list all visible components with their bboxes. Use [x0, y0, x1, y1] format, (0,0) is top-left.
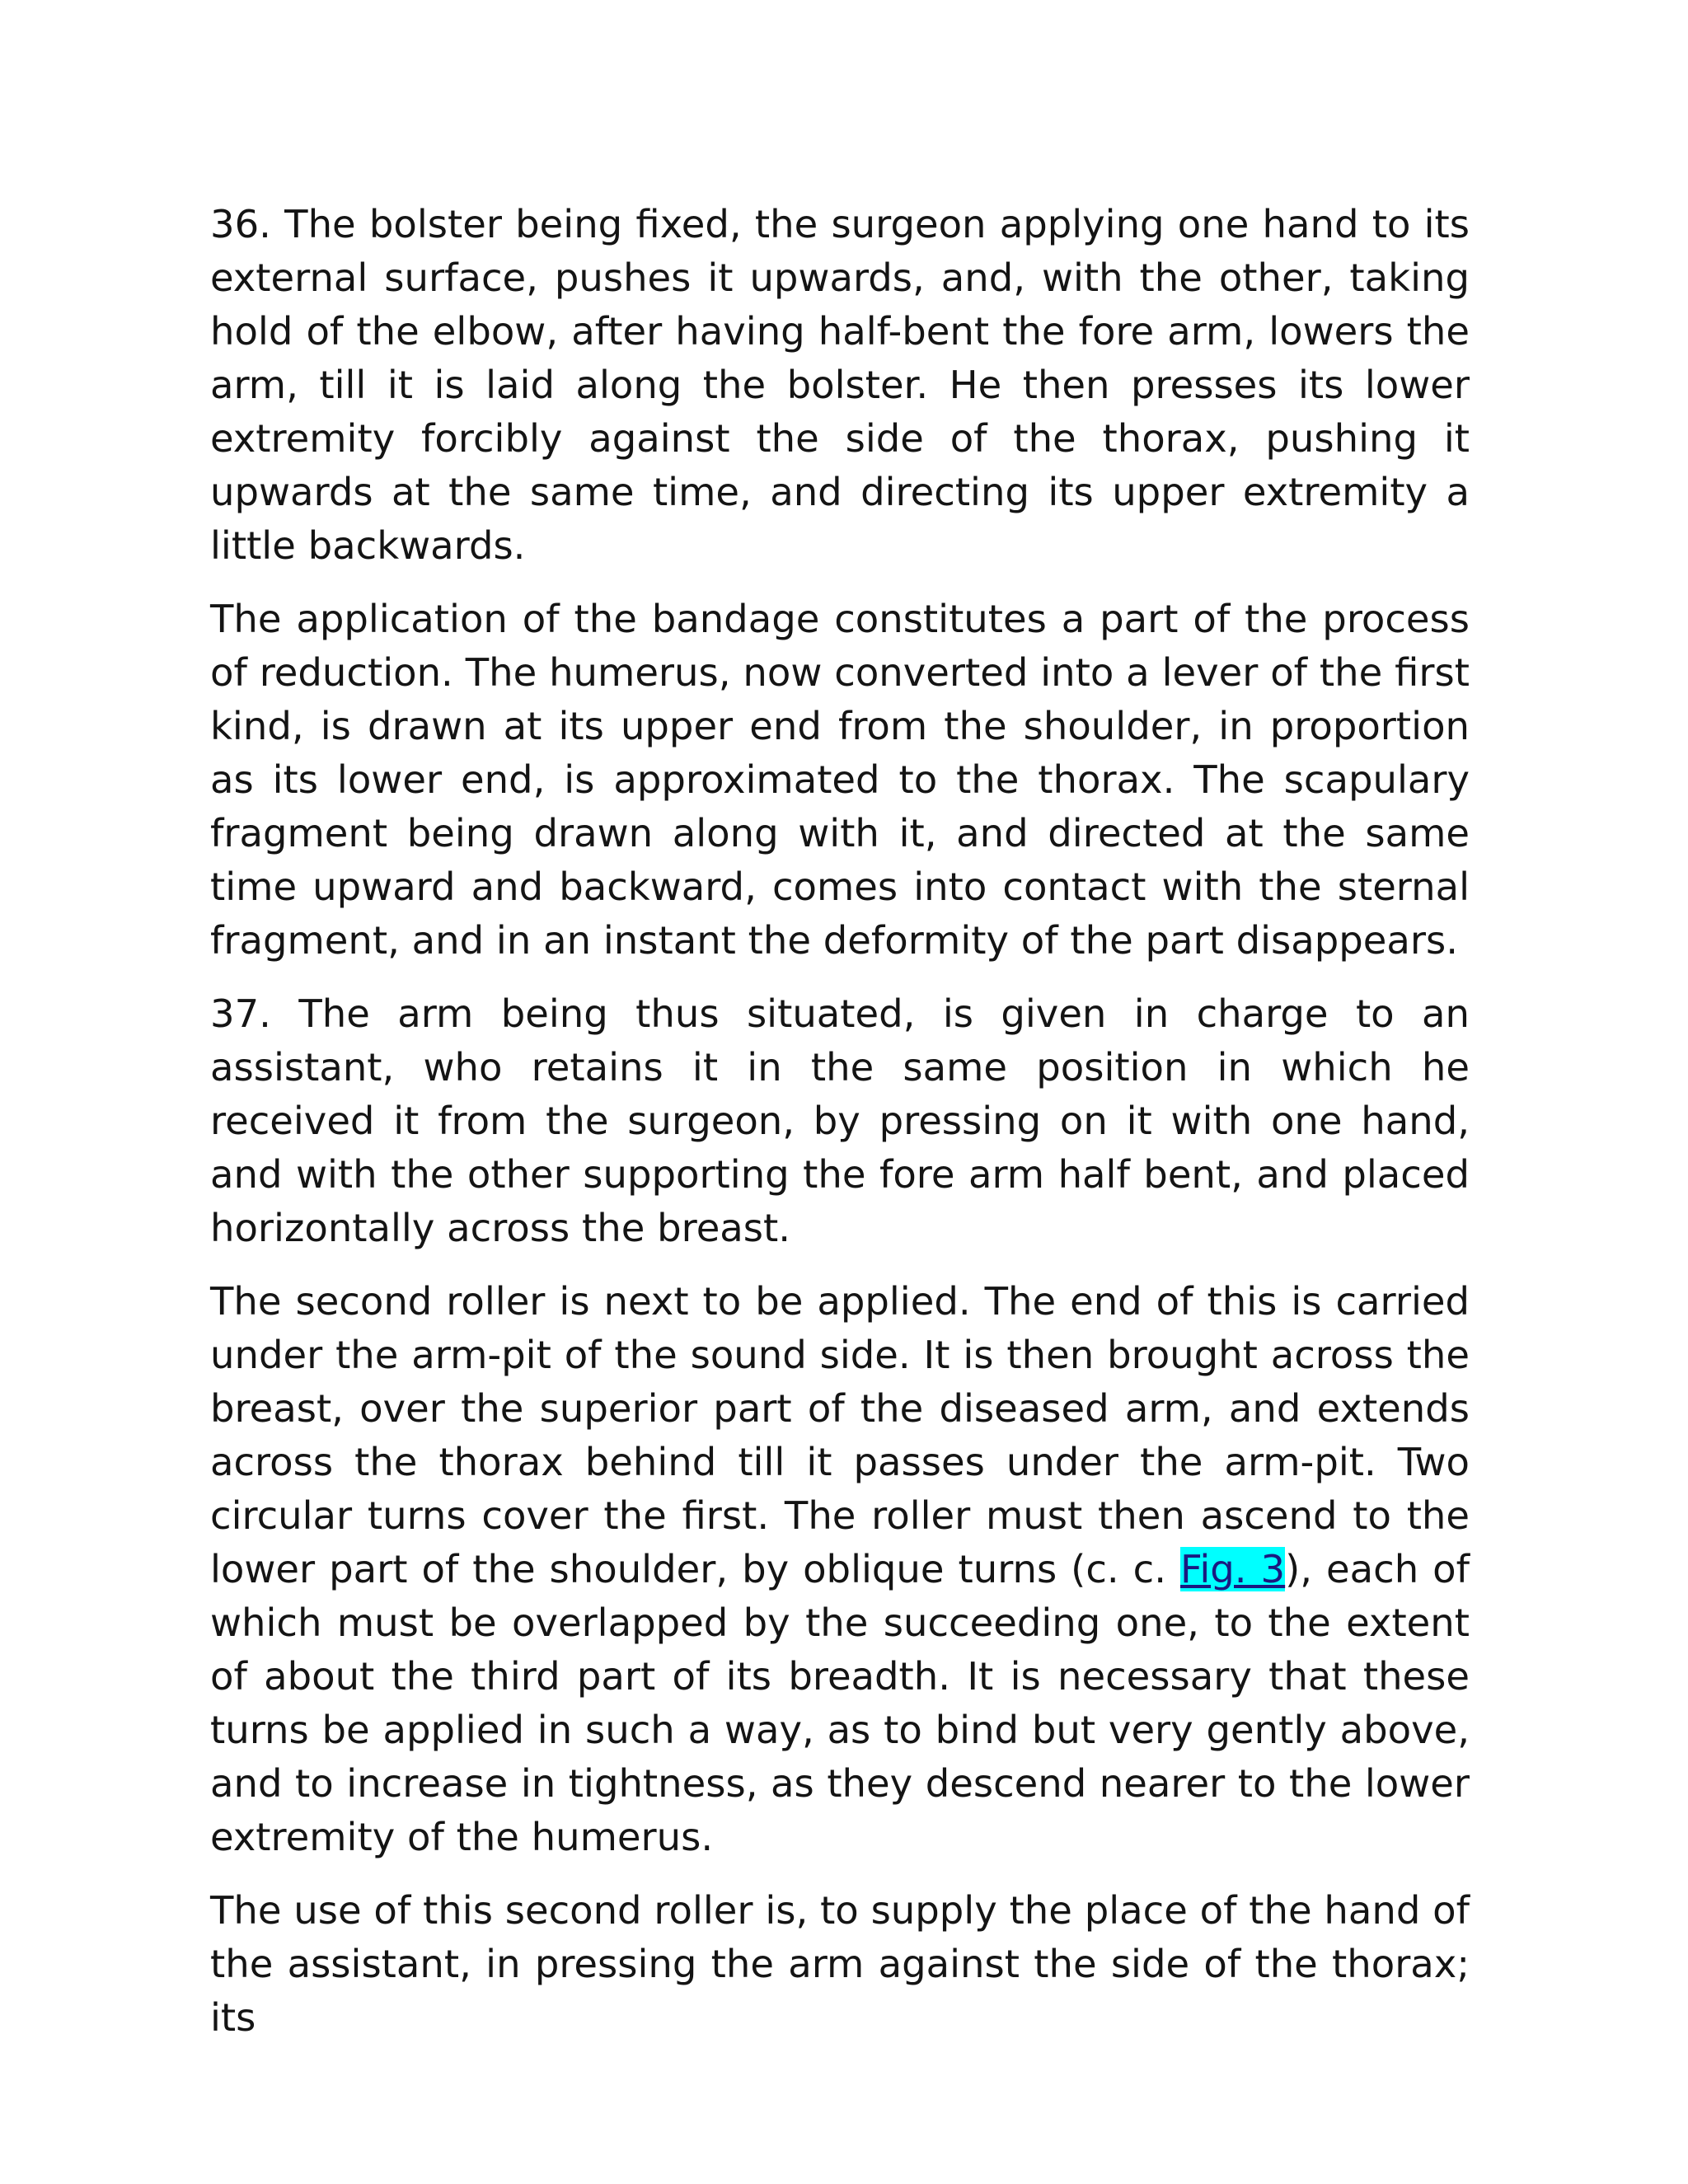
paragraph-36: 36. The bolster being fixed, the surgeon applying one hand to its external surface, pushes it upwards, and, with the other, taking hold of the elbow, after having half-bent the fore arm, lowers the arm, till it is laid along the bolster. He then presses its lower extremity forcibly against the side of the thorax, pushing it upwards at the same time, and directing its upper extremity a little backwards.	[210, 202, 1470, 568]
paragraph-text-before-link: The second roller is next to be applied. The end of this is carried under the arm-pit of the sound side. It is then brought across the breast, over the superior part of the diseased arm, and extends across the thorax behind till it passes under the arm-pit. Two circular turns cover the first. The roller must then ascend to the lower part of the shoulder, by oblique turns (c. c.	[210, 1279, 1470, 1591]
paragraph-37: 37. The arm being thus situated, is given in charge to an assistant, who retains it in the same position in which he received it from the surgeon, by pressing on it with one hand, and with the other supporting the fore arm half bent, and placed horizontally across the breast.	[210, 991, 1470, 1250]
figure-3-link[interactable]: Fig. 3	[1179, 1547, 1286, 1591]
paragraph-text-after-link: ), each of which must be overlapped by the succeeding one, to the extent of about the third part of its breadth. It is necessary that these turns be applied in such a way, as to bind but very gently above, and to increase in tightness, as they descend nearer to the lower extremity of the humerus.	[210, 1547, 1470, 1859]
paragraph-second-roller	[210, 1275, 1470, 1864]
document-page	[210, 198, 1470, 2064]
paragraph-roller-use: The use of this second roller is, to supply the place of the hand of the assistant, in pressing the arm against the side of the thorax; its	[210, 1888, 1470, 2040]
paragraph-bandage-application: The application of the bandage constitutes a part of the process of reduction. The humerus, now converted into a lever of the first kind, is drawn at its upper end from the shoulder, in proportion as its lower end, is approximated to the thorax. The scapulary fragment being drawn along with it, and directed at the same time upward and backward, comes into contact with the sternal fragment, and in an instant the deformity of the part disappears.	[210, 597, 1470, 963]
